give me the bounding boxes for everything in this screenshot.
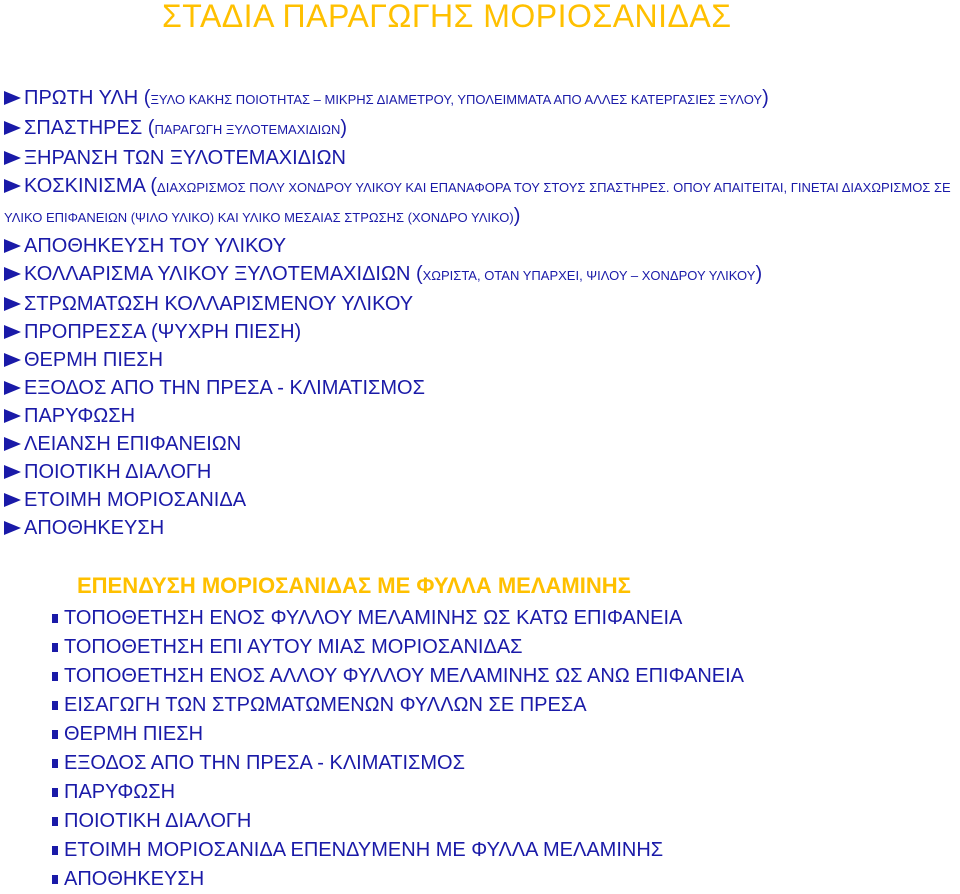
melamine-step-label: ΕΤΟΙΜΗ ΜΟΡΙΟΣΑΝΙΔΑ ΕΠΕΝΔΥΜΕΝΗ ΜΕ ΦΥΛΛΑ ΜΕΛΑΜΙΝΗΣ [64, 839, 664, 861]
step-label: ΑΠΟΘΗΚΕΥΣΗ [24, 517, 165, 539]
triangle-right-icon [4, 179, 21, 193]
step-item [4, 514, 960, 542]
step-item [4, 144, 960, 172]
melamine-step-label: ΤΟΠΟΘΕΤΗΣΗ ΕΠΙ ΑΥΤΟΥ ΜΙΑΣ ΜΟΡΙΟΣΑΝΙΔΑΣ [64, 636, 523, 658]
triangle-right-icon [4, 465, 21, 479]
step-label: ΠΡΩΤΗ ΥΛΗ ( [24, 87, 151, 109]
melamine-step-label: ΕΞΟΔΟΣ ΑΠΟ ΤΗΝ ΠΡΕΣΑ - ΚΛΙΜΑΤΙΣΜΟΣ [64, 752, 465, 774]
step-detail: ΞΥΛΟ ΚΑΚΗΣ ΠΟΙΟΤΗΤΑΣ – ΜΙΚΡΗΣ ΔΙΑΜΕΤΡΟΥ, ΥΠΟΛΕΙΜΜΑΤΑ ΑΠΟ ΑΛΛΕΣ ΚΑΤΕΡΓΑΣΙΕΣ ΞΥΛΟΥ [150, 92, 763, 107]
step-item [4, 172, 960, 232]
step-label: ΞΗΡΑΝΣΗ ΤΩΝ ΞΥΛΟΤΕΜΑΧΙΔΙΩΝ [24, 147, 347, 169]
step-item [4, 430, 960, 458]
square-bullet-icon [52, 730, 58, 739]
triangle-right-icon [4, 325, 21, 339]
step-label: ΠΟΙΟΤΙΚΗ ΔΙΑΛΟΓΗ [24, 461, 212, 483]
triangle-right-icon [4, 151, 21, 165]
melamine-step-item [52, 662, 952, 691]
step-label: ΘΕΡΜΗ ΠΙΕΣΗ [24, 349, 164, 371]
triangle-right-icon [4, 121, 21, 135]
triangle-right-icon [4, 381, 21, 395]
step-item [4, 374, 960, 402]
step-label: ΣΤΡΩΜΑΤΩΣΗ ΚΟΛΛΑΡΙΣΜΕΝΟΥ ΥΛΙΚΟΥ [24, 293, 414, 315]
square-bullet-icon [52, 643, 58, 652]
triangle-right-icon [4, 521, 21, 535]
step-item [4, 260, 960, 290]
melamine-step-label: ΤΟΠΟΘΕΤΗΣΗ ΕΝΟΣ ΑΛΛΟΥ ΦΥΛΛΟΥ ΜΕΛΑΜΙΝΗΣ ΩΣ ΑΝΩ ΕΠΙΦΑΝΕΙΑ [64, 665, 745, 687]
melamine-section-title: ΕΠΕΝΔΥΣΗ ΜΟΡΙΟΣΑΝΙΔΑΣ ΜΕ ΦΥΛΛΑ ΜΕΛΑΜΙΝΗΣ [77, 573, 631, 598]
triangle-right-icon [4, 239, 21, 253]
step-item [4, 402, 960, 430]
page-title: ΣΤΑΔΙΑ ΠΑΡΑΓΩΓΗΣ ΜΟΡΙΟΣΑΝΙΔΑΣ [162, 0, 732, 34]
melamine-step-item [52, 749, 952, 778]
square-bullet-icon [52, 875, 58, 884]
melamine-step-label: ΤΟΠΟΘΕΤΗΣΗ ΕΝΟΣ ΦΥΛΛΟΥ ΜΕΛΑΜΙΝΗΣ ΩΣ ΚΑΤΩ ΕΠΙΦΑΝΕΙΑ [64, 607, 683, 629]
melamine-step-item [52, 604, 952, 633]
step-close-paren: ) [340, 117, 348, 139]
melamine-step-label: ΠΑΡΥΦΩΣΗ [64, 781, 176, 803]
step-item [4, 346, 960, 374]
melamine-step-item [52, 691, 952, 720]
triangle-right-icon [4, 91, 21, 105]
step-item [4, 84, 960, 114]
step-detail: ΔΙΑΧΩΡΙΣΜΟΣ ΠΟΛΥ ΧΟΝΔΡΟΥ ΥΛΙΚΟΥ ΚΑΙ ΕΠΑΝΑΦΟΡΑ ΤΟΥ ΣΤΟΥΣ ΣΠΑΣΤΗΡΕΣ. ΟΠΟΥ ΑΠΑΙΤΕΙΤΑΙ, ΓΙΝΕΤΑΙ ΔΙΑΧΩΡΙΣΜΟΣ ΣΕ ΥΛΙΚΟ ΕΠΙΦΑΝΕΙΩΝ (ΨΙΛΟ ΥΛΙΚΟ) ΚΑΙ ΥΛΙΚΟ ΜΕΣΑΙΑΣ ΣΤΡΩΣΗΣ (ΧΟΝΔΡΟ ΥΛΙΚΟ) [4, 180, 951, 225]
step-detail: ΧΩΡΙΣΤΑ, ΟΤΑΝ ΥΠΑΡΧΕΙ, ΨΙΛΟΥ – ΧΟΝΔΡΟΥ ΥΛΙΚΟΥ [422, 268, 756, 283]
melamine-step-item [52, 778, 952, 807]
melamine-step-item [52, 807, 952, 836]
step-item [4, 232, 960, 260]
step-close-paren: ) [755, 263, 763, 285]
square-bullet-icon [52, 759, 58, 768]
melamine-step-label: ΘΕΡΜΗ ΠΙΕΣΗ [64, 723, 204, 745]
square-bullet-icon [52, 846, 58, 855]
step-close-paren: ) [762, 87, 769, 109]
triangle-right-icon [4, 493, 21, 507]
step-label: ΚΟΣΚΙΝΙΣΜΑ ( [24, 175, 158, 197]
triangle-right-icon [4, 297, 21, 311]
melamine-step-item [52, 633, 952, 662]
melamine-step-label: ΕΙΣΑΓΩΓΗ ΤΩΝ ΣΤΡΩΜΑΤΩΜΕΝΩΝ ΦΥΛΛΩΝ ΣΕ ΠΡΕΣΑ [64, 694, 587, 716]
triangle-right-icon [4, 437, 21, 451]
square-bullet-icon [52, 788, 58, 797]
step-label: ΠΡΟΠΡΕΣΣΑ (ΨΥΧΡΗ ΠΙΕΣΗ) [24, 321, 302, 343]
step-item [4, 114, 960, 144]
step-item [4, 290, 960, 318]
square-bullet-icon [52, 817, 58, 826]
step-detail: ΠΑΡΑΓΩΓΗ ΞΥΛΟΤΕΜΑΧΙΔΙΩΝ [154, 122, 341, 137]
triangle-right-icon [4, 353, 21, 367]
step-label: ΕΤΟΙΜΗ ΜΟΡΙΟΣΑΝΙΔΑ [24, 489, 247, 511]
melamine-step-item [52, 865, 952, 894]
square-bullet-icon [52, 701, 58, 710]
step-item [4, 486, 960, 514]
step-label: ΑΠΟΘΗΚΕΥΣΗ ΤΟΥ ΥΛΙΚΟΥ [24, 235, 287, 257]
step-item [4, 318, 960, 346]
step-label: ΕΞΟΔΟΣ ΑΠΟ ΤΗΝ ΠΡΕΣΑ - ΚΛΙΜΑΤΙΣΜΟΣ [24, 377, 425, 399]
production-steps-list [4, 84, 960, 542]
triangle-right-icon [4, 409, 21, 423]
melamine-steps-list [52, 604, 952, 894]
melamine-step-item [52, 720, 952, 749]
square-bullet-icon [52, 614, 58, 623]
melamine-step-label: ΑΠΟΘΗΚΕΥΣΗ [64, 868, 205, 890]
step-label: ΛΕΙΑΝΣΗ ΕΠΙΦΑΝΕΙΩΝ [24, 433, 242, 455]
step-label: ΣΠΑΣΤΗΡΕΣ ( [24, 117, 155, 139]
square-bullet-icon [52, 672, 58, 681]
step-label: ΠΑΡΥΦΩΣΗ [24, 405, 136, 427]
triangle-right-icon [4, 267, 21, 281]
step-item [4, 458, 960, 486]
melamine-step-label: ΠΟΙΟΤΙΚΗ ΔΙΑΛΟΓΗ [64, 810, 252, 832]
step-label: ΚΟΛΛΑΡΙΣΜΑ ΥΛΙΚΟΥ ΞΥΛΟΤΕΜΑΧΙΔΙΩΝ ( [24, 263, 423, 285]
melamine-step-item [52, 836, 952, 865]
step-close-paren: ) [513, 205, 521, 227]
